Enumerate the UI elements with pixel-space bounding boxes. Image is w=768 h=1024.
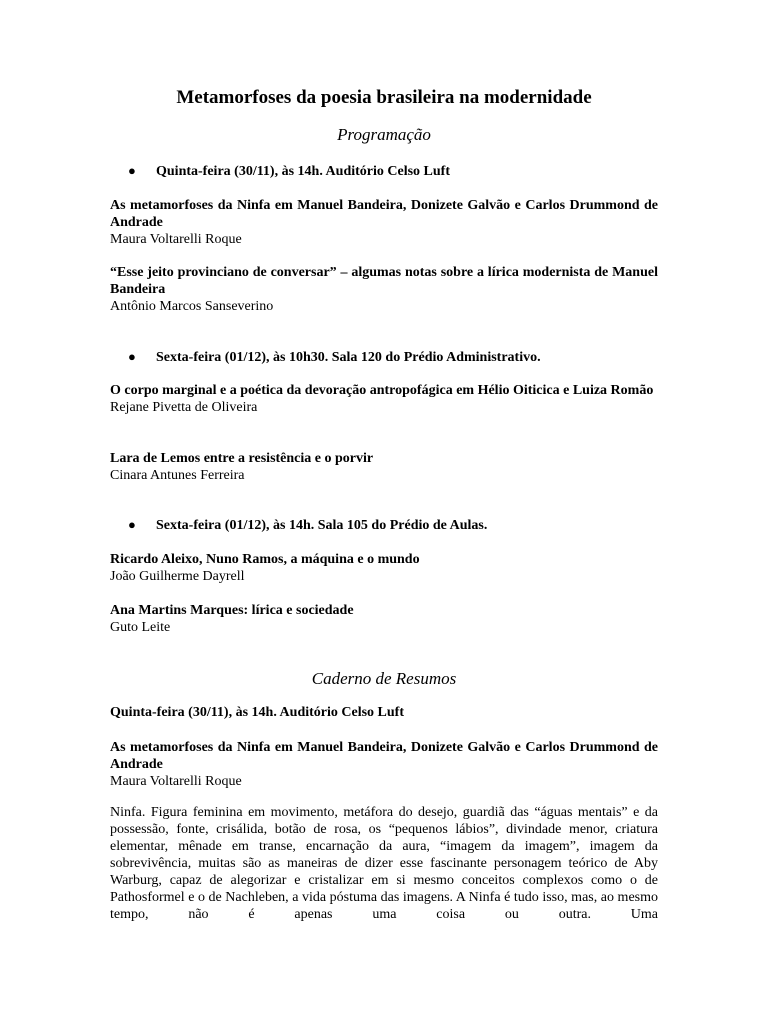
talk-author: João Guilherme Dayrell [110,569,245,584]
talk-entry [110,739,658,790]
session-2-heading: ● Sexta-feira (01/12), às 10h30. Sala 120 do Prédio Administrativo. [128,349,541,365]
talk-author: Antônio Marcos Sanseverino [110,299,274,314]
talk-entry [110,382,658,416]
resumos-heading: Caderno de Resumos [311,669,457,688]
talk-entry [110,197,658,248]
abstract-paragraph: Ninfa. Figura feminina em movimento, metáfora do desejo, guardiã das “águas mentais” e da possessão, fonte, crisálida, botão de rosa, os “pequenos lábios”, divindade menor, criatura elementar, mênade em transe, encarnação da aura, “imagem da imagem”, imagem da sobrevivência, muitas são as maneiras de dizer esse fascinante personagem teórico de Aby Warburg, capaz de alegorizar e cristalizar em si mesmo conceitos complexos como o de Pathosformel e o de Nachleben, a vida póstuma das imagens. A Ninfa é tudo isso, mas, ao mesmo tempo, não é apenas uma coisa ou outra. Uma [110,805,658,922]
talk-author: Maura Voltarelli Roque [110,774,242,789]
talk-title: Ricardo Aleixo, Nuno Ramos, a máquina e o mundo [110,552,420,567]
bullet-icon: ● [128,349,136,364]
talk-title: O corpo marginal e a poética da devoração antropofágica em Hélio Oiticica e Luiza Romão [110,383,654,398]
talk-title: As metamorfoses da Ninfa em Manuel Bandeira, Donizete Galvão e Carlos Drummond de Andrade [110,740,658,772]
talk-author: Maura Voltarelli Roque [110,232,242,247]
talk-entry [110,264,658,315]
bullet-icon: ● [128,163,136,178]
document-title: Metamorfoses da poesia brasileira na modernidade [176,87,592,108]
talk-entry [110,450,658,484]
session-1-heading: ● Quinta-feira (30/11), às 14h. Auditório Celso Luft [128,163,451,179]
programacao-heading: Programação [337,125,431,144]
talk-author: Rejane Pivetta de Oliveira [110,400,258,415]
talk-title: “Esse jeito provinciano de conversar” – algumas notas sobre a lírica modernista de Manuel Bandeira [110,265,658,297]
talk-title: Lara de Lemos entre a resistência e o porvir [110,451,374,466]
bullet-icon: ● [128,517,136,532]
talk-entry [110,602,658,636]
resumos-session-heading: Quinta-feira (30/11), às 14h. Auditório Celso Luft [110,705,405,720]
talk-entry [110,551,658,585]
talk-author: Cinara Antunes Ferreira [110,468,245,483]
talk-title: As metamorfoses da Ninfa em Manuel Bandeira, Donizete Galvão e Carlos Drummond de Andrade [110,198,658,230]
talk-author: Guto Leite [110,620,171,635]
session-3-heading: ● Sexta-feira (01/12), às 14h. Sala 105 do Prédio de Aulas. [128,517,488,533]
talk-title: Ana Martins Marques: lírica e sociedade [110,603,354,618]
